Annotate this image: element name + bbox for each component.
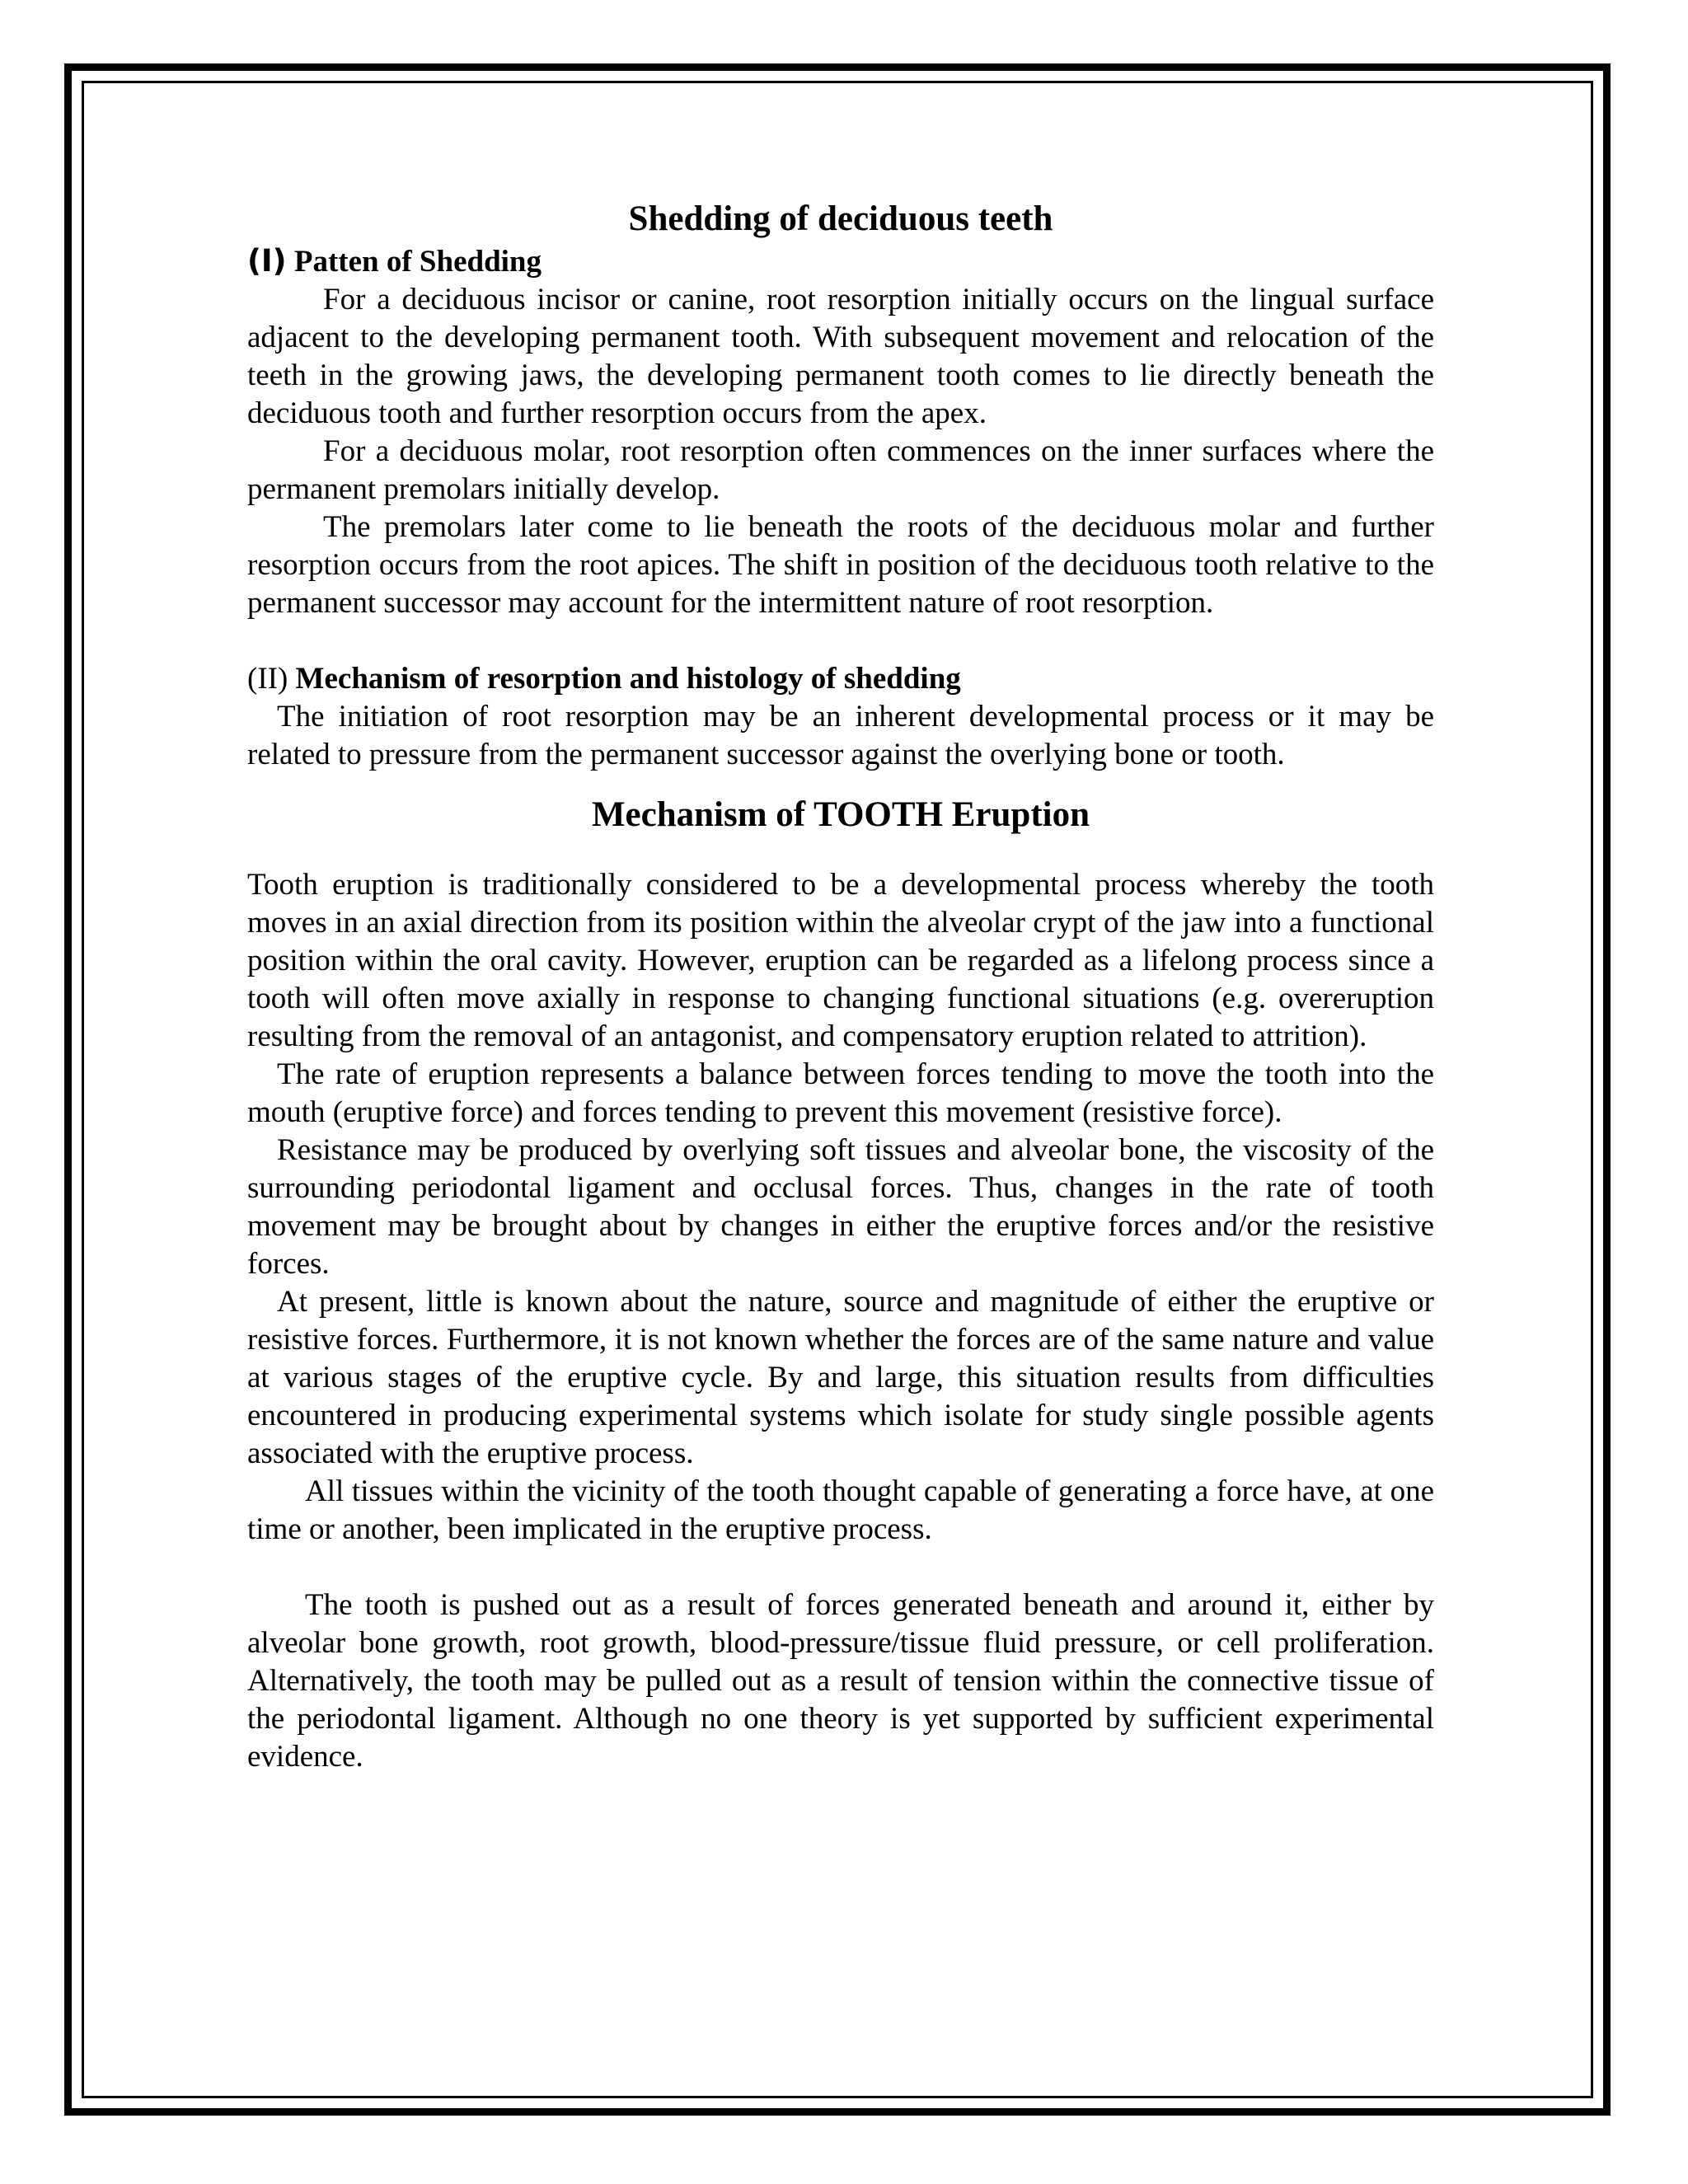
section-title-shedding: Shedding of deciduous teeth	[628, 199, 1053, 238]
paragraph: The initiation of root resorption may be an inherent developmental process or it may be related to pressure from the permanent successor against the overlying bone or tooth.	[247, 700, 1434, 771]
paragraph: All tissues within the vicinity of the tooth thought capable of generating a force have, at one time or another, been implicated in the eruptive process.	[247, 1474, 1434, 1546]
paragraph: Resistance may be produced by overlying soft tissues and alveolar bone, the viscosity of the surrounding periodontal ligament and occlusal forces. Thus, changes in the rate of tooth movement may be brought about by changes in either the eruptive forces and/or the resistive forces.	[247, 1133, 1434, 1281]
paragraph: The premolars later come to lie beneath the roots of the deciduous molar and further resorption occurs from the root apices. The shift in position of the deciduous tooth relative to the permanent successor may account for the intermittent nature of root resorption.	[247, 510, 1434, 620]
subheading-mechanism-of-resorption	[247, 660, 1434, 698]
subheading-number: (I)	[247, 243, 287, 279]
subheading-number: (II)	[247, 662, 288, 696]
paragraph: Tooth eruption is traditionally considered to be a developmental process whereby the tooth moves in an axial direction from its position within the alveolar crypt of the jaw into a functional position within the oral cavity. However, eruption can be regarded as a lifelong process since a tooth will often move axially in response to changing functional situations (e.g. overeruption resulting from the removal of an antagonist, and compensatory eruption related to attrition).	[247, 868, 1434, 1053]
subheading-pattern-of-shedding	[247, 242, 1434, 281]
spacer	[247, 1549, 1434, 1586]
paragraph: The tooth is pushed out as a result of forces generated beneath and around it, either by alveolar bone growth, root growth, blood-pressure/tissue fluid pressure, or cell proliferation. Alternatively, the tooth may be pulled out as a result of tension within the connective tissue of the periodontal ligament. Although no one theory is yet supported by sufficient experimental evidence.	[247, 1588, 1434, 1774]
subheading-label: Mechanism of resorption and histology of shedding	[295, 662, 961, 696]
paragraph: The rate of eruption represents a balance between forces tending to move the tooth into the mouth (eruptive force) and forces tending to prevent this movement (resistive force).	[247, 1057, 1434, 1129]
spacer	[247, 622, 1434, 660]
document-body	[247, 196, 1434, 1776]
paragraph: For a deciduous molar, root resorption often commences on the inner surfaces where the permanent premolars initially develop.	[247, 434, 1434, 506]
paragraph: At present, little is known about the nature, source and magnitude of either the eruptive or resistive forces. Furthermore, it is not known whether the forces are of the same nature and value at various stages of the eruptive cycle. By and large, this situation results from difficulties encountered in producing experimental systems which isolate for study single possible agents associated with the eruptive process.	[247, 1285, 1434, 1470]
section-title-tooth-eruption: Mechanism of TOOTH Eruption	[591, 795, 1090, 834]
paragraph: For a deciduous incisor or canine, root resorption initially occurs on the lingual surface adjacent to the developing permanent tooth. With subsequent movement and relocation of the teeth in the growing jaws, the developing permanent tooth comes to lie directly beneath the deciduous tooth and further resorption occurs from the apex.	[247, 283, 1434, 430]
subheading-label: Patten of Shedding	[293, 245, 542, 279]
